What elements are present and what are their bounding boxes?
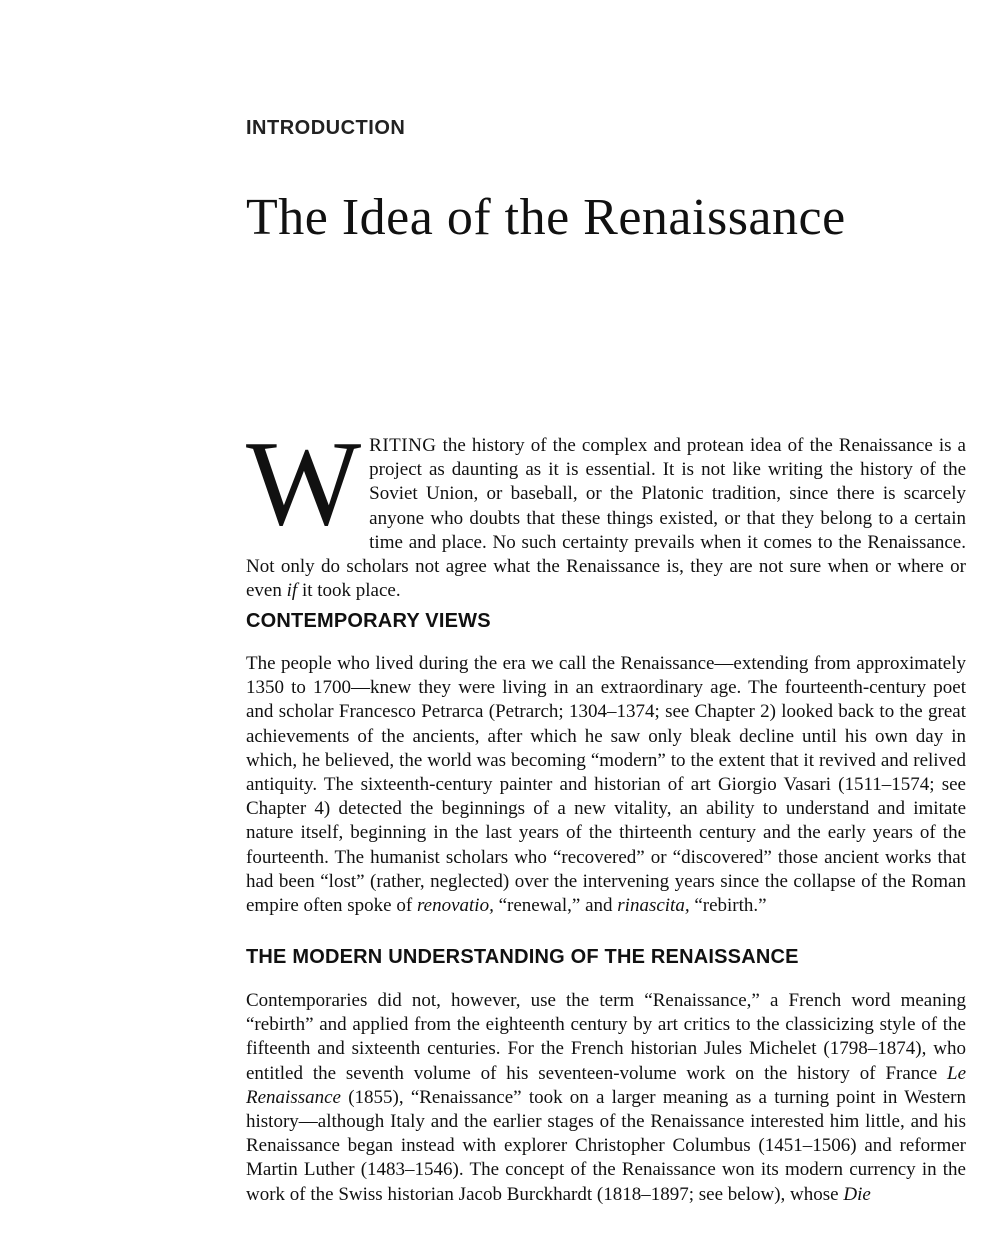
text-segment: Contemporaries did not, however, use the term “Renaissance,” a French word meaning “rebirth” and applied from the eighteenth century by art critics to the classicizing style of the fifteenth and sixteenth centuries. For the French historian Jules Michelet (1798–1874), who entitled the seventh volume of his seventeen-volume work on the history of France [246,990,966,1084]
contemporary-views-paragraph [246,652,966,918]
chapter-title: The Idea of the Renaissance [246,189,846,246]
text-segment: “rebirth.” [689,895,767,917]
text-segment: (1855), “Renaissance” took on a larger meaning as a turning point in Western history—although Italy and the earlier stages of the Renaissance interested him little, and his Renaissance began instead with explorer Christopher Columbus (1451–1506) and reformer Martin Luther (1483–1546). The concept of the Renaissance won its modern currency in the work of the Swiss historian Jacob Burckhardt (1818–1897; see below), whose [246,1086,966,1205]
italic-title-die: Die [843,1183,871,1205]
drop-cap: W [246,416,362,551]
lead-caps: RITING [369,435,437,456]
opening-text-end: it took place. [297,580,401,602]
text-segment: “renewal,” and [493,895,618,917]
italic-term-rinascita: rinascita, [617,895,690,917]
text-segment: The people who lived during the era we call the Renaissance—extending from approximately 1350 to 1700—knew they were living in an extraordinary age. The fourteenth-century poet and scholar Francesco Petrarca (Petrarch; 1304–1374; see Chapter 2) looked back to the great achievements of the ancients, after which he saw only bleak decline until his own day in which, he believed, the world was becoming “modern” to the extent that it revived and relived antiquity. The sixteenth-century painter and historian of art Giorgio Vasari (1511–1574; see Chapter 4) detected the beginnings of a new vitality, an ability to understand and imitate nature itself, beginning in the last years of the thirteenth century and the early years of the fourteenth. The humanist scholars who “recovered” or “discovered” those ancient works that had been “lost” (rather, neglected) over the intervening years since the collapse of the Roman empire often spoke of [246,653,966,917]
chapter-label: INTRODUCTION [246,117,406,139]
opening-emphasis: if [286,580,298,602]
opening-paragraph [246,416,966,603]
modern-understanding-paragraph [246,989,966,1207]
opening-text: the history of the complex and protean idea of the Renaissance is a project as daunting as it is essential. It is not like writing the history of the Soviet Union, or baseball, or the Platonic tradition, since there is scarcely anyone who doubts that these things existed, or that they belong to a certain time and place. No such certainty prevails when it comes to the Renaissance. Not only do scholars not agree what the Renaissance is, they are not sure when or where or even [246,435,966,602]
section-heading-contemporary-views: CONTEMPORARY VIEWS [246,610,491,632]
section-heading-modern-understanding: THE MODERN UNDERSTANDING OF THE RENAISSANCE [246,946,799,968]
italic-title-le-renaissance: Le Renaissance [246,1062,966,1108]
italic-term-renovatio: renovatio, [416,895,494,917]
